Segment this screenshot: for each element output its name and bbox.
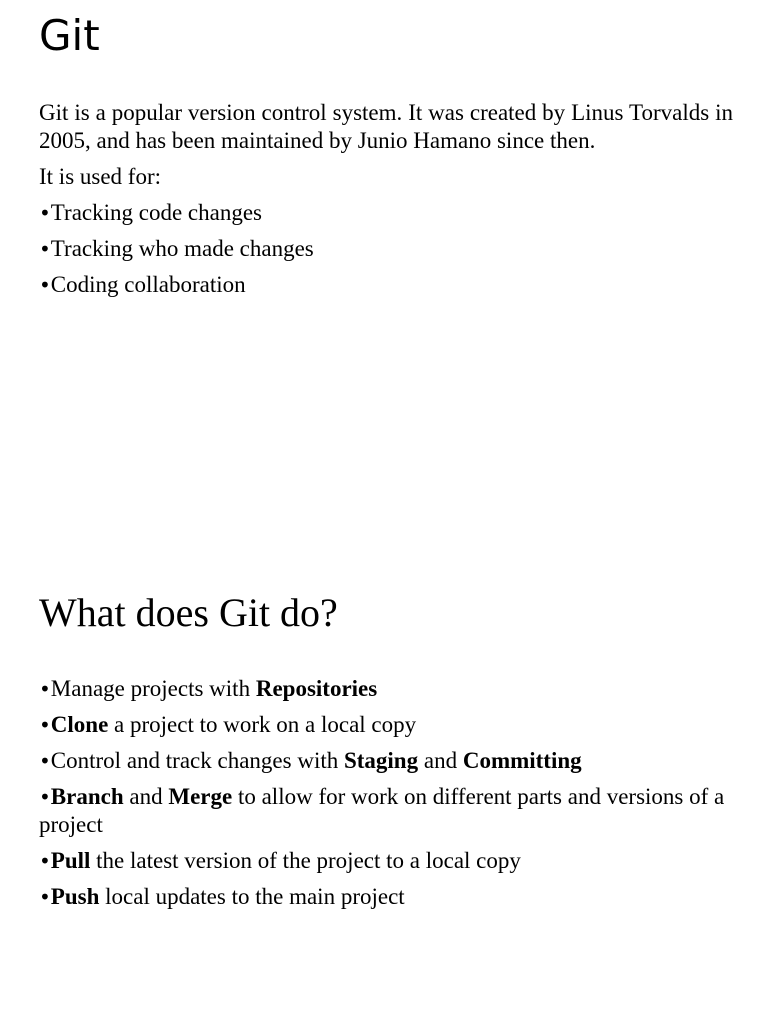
bullet-icon: •: [39, 273, 51, 297]
intro-paragraph: Git is a popular version control system. It was created by Linus Torvalds in 2005, and has been maintained by Junio Hamano since then.: [39, 100, 733, 153]
list-item-text: a project to work on a local copy: [108, 712, 417, 737]
list-item: [39, 235, 733, 263]
intro-section: [39, 99, 733, 299]
uses-list: [39, 199, 733, 299]
list-item: [39, 747, 733, 775]
git-features-section: [39, 675, 733, 911]
bullet-icon: •: [39, 785, 51, 809]
bullet-icon: •: [39, 677, 51, 701]
keyword-merge: Merge: [168, 784, 233, 809]
bullet-icon: •: [39, 749, 51, 773]
list-item-text: Tracking code changes: [50, 200, 262, 225]
keyword-committing: Committing: [462, 748, 582, 773]
list-item-text: Control and track changes with: [50, 748, 344, 773]
list-item-text: and: [123, 784, 169, 809]
keyword-branch: Branch: [50, 784, 124, 809]
keyword-repositories: Repositories: [255, 676, 378, 701]
keyword-staging: Staging: [343, 748, 419, 773]
list-item: [39, 847, 733, 875]
bullet-icon: •: [39, 885, 51, 909]
list-item-text: Tracking who made changes: [50, 236, 314, 261]
list-item-text: to allow for work on different parts and versions of a project: [39, 784, 725, 837]
features-list: [39, 675, 733, 911]
list-item: [39, 271, 733, 299]
keyword-pull: Pull: [50, 848, 91, 873]
list-item-text: and: [418, 748, 463, 773]
bullet-icon: •: [39, 201, 51, 225]
bullet-icon: •: [39, 849, 51, 873]
bullet-icon: •: [39, 237, 51, 261]
used-for-label: It is used for:: [39, 164, 162, 189]
list-item: [39, 711, 733, 739]
bullet-icon: •: [39, 713, 51, 737]
list-item: [39, 199, 733, 227]
list-item: [39, 883, 733, 911]
list-item: [39, 675, 733, 703]
keyword-clone: Clone: [50, 712, 109, 737]
keyword-push: Push: [50, 884, 100, 909]
list-item: [39, 783, 733, 839]
list-item-text: the latest version of the project to a local copy: [90, 848, 521, 873]
list-item-text: Manage projects with: [50, 676, 256, 701]
slide-title-what-git-does: What does Git do?: [39, 590, 338, 635]
list-item-text: Coding collaboration: [50, 272, 246, 297]
slide-title-git: Git: [39, 11, 100, 60]
list-item-text: local updates to the main project: [99, 884, 405, 909]
